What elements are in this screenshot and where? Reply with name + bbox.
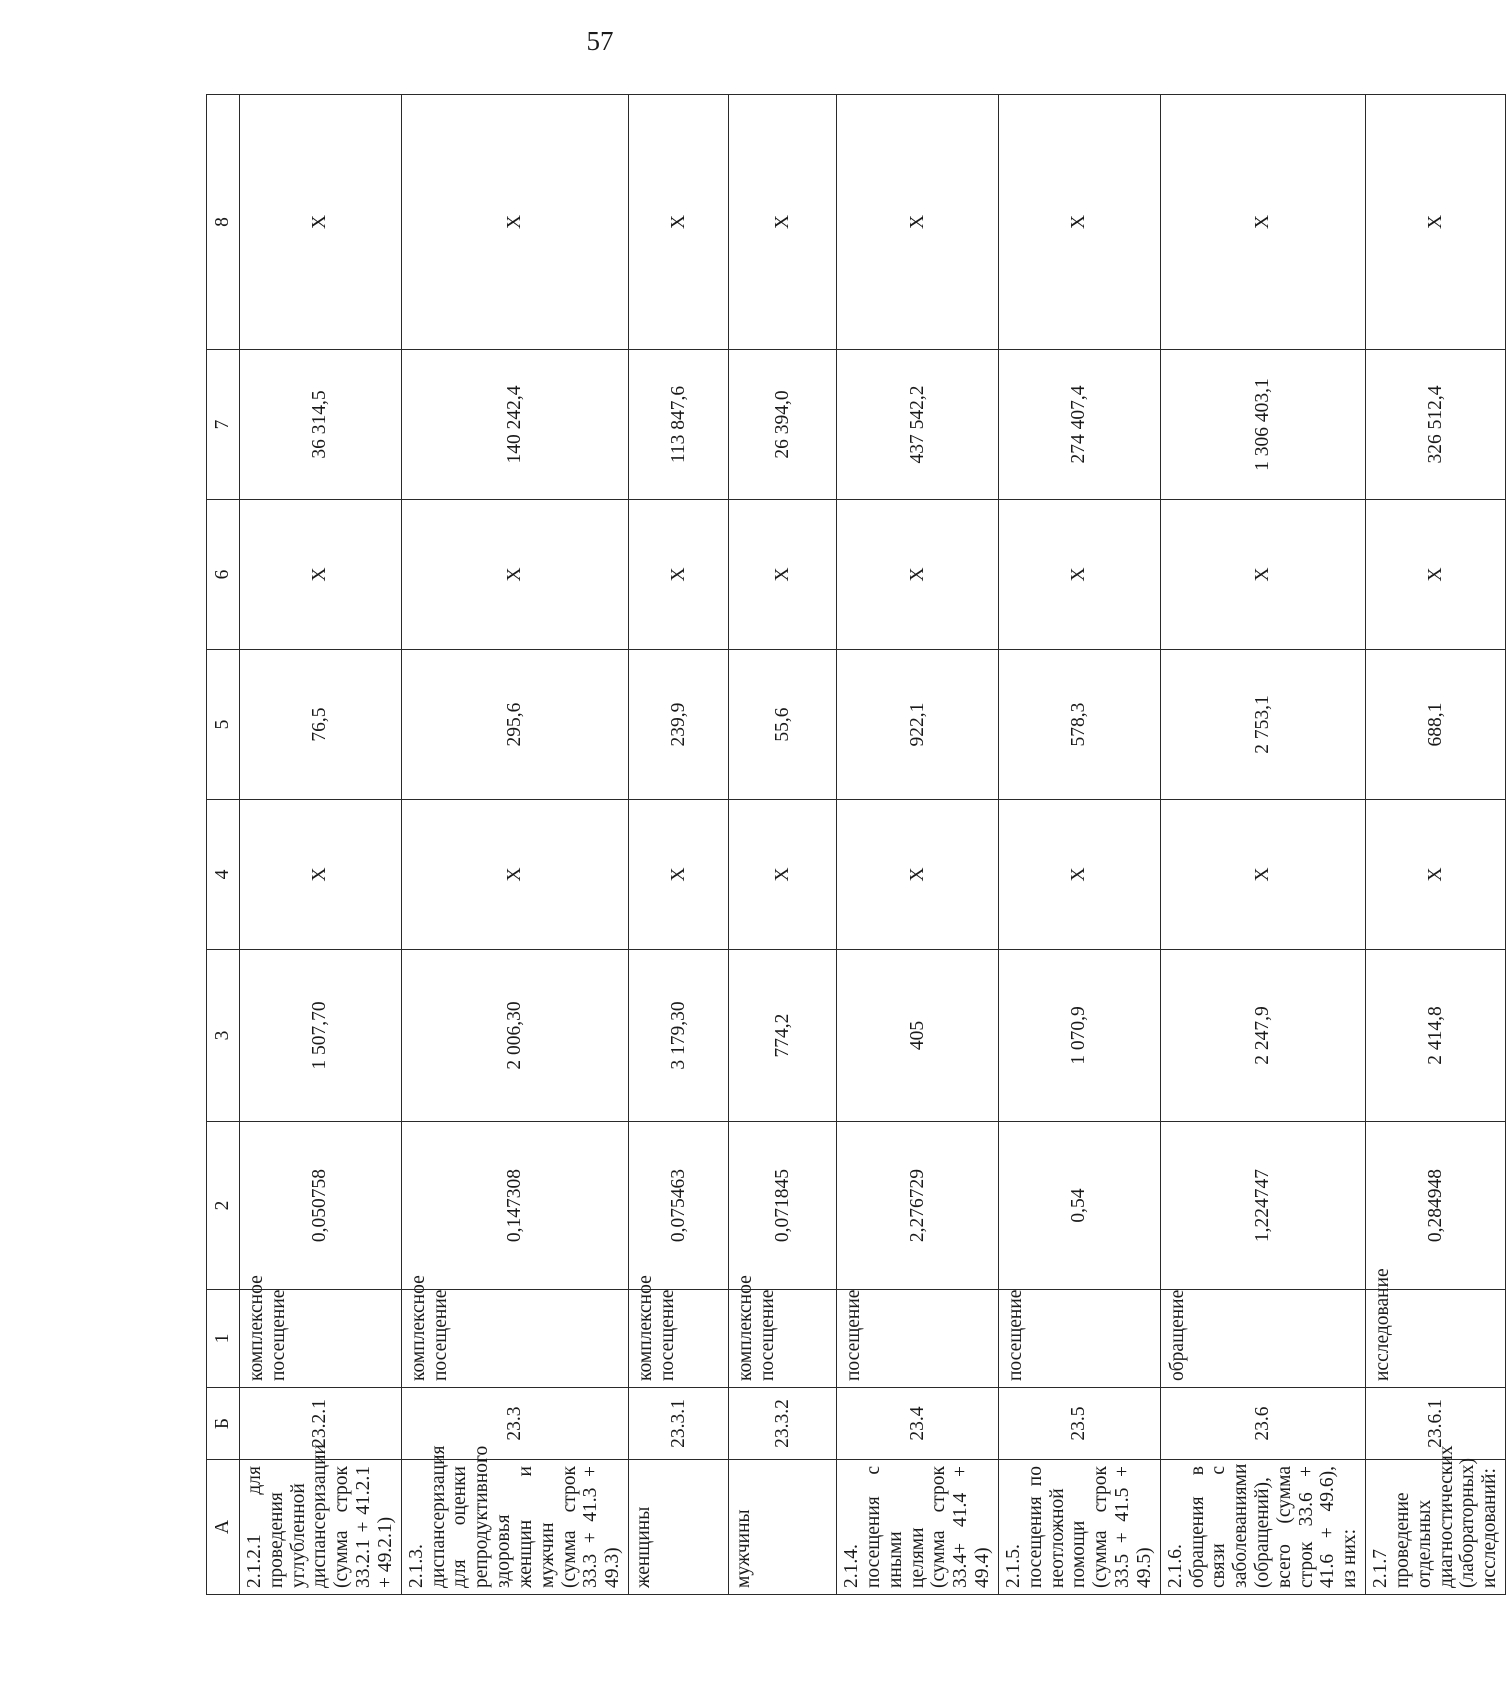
- cell-c7: 326 512,4: [1366, 350, 1506, 500]
- cell-b: 23.5: [998, 1388, 1160, 1460]
- cell-c1: посещение: [837, 1290, 999, 1388]
- cell-a: 2.1.3. диспансеризация для оценки репродуктивного здоровья женщин и мужчин (сумма строк 33.3 + 41.3 + 49.3): [401, 1460, 628, 1595]
- cell-c1: комплексное посещение: [629, 1290, 729, 1388]
- cell-c3: 405: [837, 950, 999, 1122]
- table-row: [1160, 95, 1365, 1595]
- cell-c8: Х: [998, 95, 1160, 350]
- cell-c2: 2,276729: [837, 1122, 999, 1290]
- cell-c1: комплексное посещение: [729, 1290, 837, 1388]
- cell-c1: исследование: [1366, 1290, 1506, 1388]
- cell-c2: 0,147308: [401, 1122, 628, 1290]
- rotated-table-container: [206, 95, 1501, 1595]
- cell-c5: 295,6: [401, 650, 628, 800]
- header-cell: 7: [207, 350, 240, 500]
- header-row: [207, 95, 240, 1595]
- cell-c8: Х: [837, 95, 999, 350]
- cell-c5: 688,1: [1366, 650, 1506, 800]
- cell-c7: 36 314,5: [240, 350, 402, 500]
- cell-b: 23.2.1: [240, 1388, 402, 1460]
- cell-c6: Х: [240, 500, 402, 650]
- cell-c3: 774,2: [729, 950, 837, 1122]
- cell-c1: комплексное посещение: [401, 1290, 628, 1388]
- header-cell: 4: [207, 800, 240, 950]
- table-row: [401, 95, 628, 1595]
- cell-c2: 0,284948: [1366, 1122, 1506, 1290]
- table-row: [629, 95, 729, 1595]
- cell-c8: Х: [240, 95, 402, 350]
- cell-b: 23.3: [401, 1388, 628, 1460]
- header-cell: 8: [207, 95, 240, 350]
- cell-c7: 26 394,0: [729, 350, 837, 500]
- cell-c3: 1 070,9: [998, 950, 1160, 1122]
- cell-c4: Х: [401, 800, 628, 950]
- cell-c5: 578,3: [998, 650, 1160, 800]
- cell-c8: Х: [1366, 95, 1506, 350]
- cell-a: 2.1.6. обращения в связи с заболеваниями (обращений), всего (сумма строк 33.6 + 41.6 + 49.6), из них:: [1160, 1460, 1365, 1595]
- cell-b: 23.6.1: [1366, 1388, 1506, 1460]
- cell-c5: 76,5: [240, 650, 402, 800]
- cell-c4: Х: [1160, 800, 1365, 950]
- cell-a: мужчины: [729, 1460, 837, 1595]
- cell-c3: 1 507,70: [240, 950, 402, 1122]
- cell-c8: Х: [729, 95, 837, 350]
- header-cell: 1: [207, 1290, 240, 1388]
- cell-c3: 2 006,30: [401, 950, 628, 1122]
- cell-c1: посещение: [998, 1290, 1160, 1388]
- cell-c6: Х: [998, 500, 1160, 650]
- cell-b: 23.3.2: [729, 1388, 837, 1460]
- table-row: [998, 95, 1160, 1595]
- cell-b: 23.6: [1160, 1388, 1365, 1460]
- cell-c7: 437 542,2: [837, 350, 999, 500]
- cell-c6: Х: [837, 500, 999, 650]
- cell-c7: 274 407,4: [998, 350, 1160, 500]
- cell-c5: 239,9: [629, 650, 729, 800]
- cell-c6: Х: [629, 500, 729, 650]
- header-cell: 2: [207, 1122, 240, 1290]
- cell-c7: 113 847,6: [629, 350, 729, 500]
- cell-c4: Х: [1366, 800, 1506, 950]
- cell-c5: 922,1: [837, 650, 999, 800]
- table-row: [729, 95, 837, 1595]
- header-cell: Б: [207, 1388, 240, 1460]
- cell-c7: 1 306 403,1: [1160, 350, 1365, 500]
- page-number: 57: [586, 26, 614, 56]
- cell-c2: 0,54: [998, 1122, 1160, 1290]
- cell-c5: 55,6: [729, 650, 837, 800]
- cell-b: 23.3.1: [629, 1388, 729, 1460]
- header-cell: 5: [207, 650, 240, 800]
- cell-c6: Х: [1160, 500, 1365, 650]
- cell-c6: Х: [1366, 500, 1506, 650]
- cell-c4: Х: [629, 800, 729, 950]
- header-cell: 6: [207, 500, 240, 650]
- cell-c4: Х: [837, 800, 999, 950]
- cell-c6: Х: [729, 500, 837, 650]
- cell-a: женщины: [629, 1460, 729, 1595]
- cell-c6: Х: [401, 500, 628, 650]
- header-cell: 3: [207, 950, 240, 1122]
- cell-c7: 140 242,4: [401, 350, 628, 500]
- cell-c2: 1,224747: [1160, 1122, 1365, 1290]
- cell-c2: 0,050758: [240, 1122, 402, 1290]
- table-row: [240, 95, 402, 1595]
- cell-c8: Х: [401, 95, 628, 350]
- cell-a: 2.1.7 проведение отдельных диагностических (лабораторных) исследований:: [1366, 1460, 1506, 1595]
- cell-c4: Х: [240, 800, 402, 950]
- cell-c3: 2 247,9: [1160, 950, 1365, 1122]
- cell-c3: 3 179,30: [629, 950, 729, 1122]
- cell-c4: Х: [729, 800, 837, 950]
- cell-c3: 2 414,8: [1366, 950, 1506, 1122]
- table-row: [1366, 95, 1506, 1595]
- cell-c1: комплексное посещение: [240, 1290, 402, 1388]
- cell-a: 2.1.5. посещения по неотложной помощи (сумма строк 33.5 + 41.5 + 49.5): [998, 1460, 1160, 1595]
- cell-c4: Х: [998, 800, 1160, 950]
- cell-a: 2.1.4. посещения с иными целями (сумма строк 33.4+ 41.4 + 49.4): [837, 1460, 999, 1595]
- cell-c8: Х: [629, 95, 729, 350]
- data-table: [206, 94, 1506, 1595]
- header-cell: А: [207, 1460, 240, 1595]
- table-row: [837, 95, 999, 1595]
- cell-a: 2.1.2.1 для проведения углубленной диспансеризации (сумма строк 33.2.1 + 41.2.1 + 49.2.1): [240, 1460, 402, 1595]
- cell-c2: 0,075463: [629, 1122, 729, 1290]
- cell-c1: обращение: [1160, 1290, 1365, 1388]
- cell-c8: Х: [1160, 95, 1365, 350]
- cell-c5: 2 753,1: [1160, 650, 1365, 800]
- cell-c2: 0,071845: [729, 1122, 837, 1290]
- cell-b: 23.4: [837, 1388, 999, 1460]
